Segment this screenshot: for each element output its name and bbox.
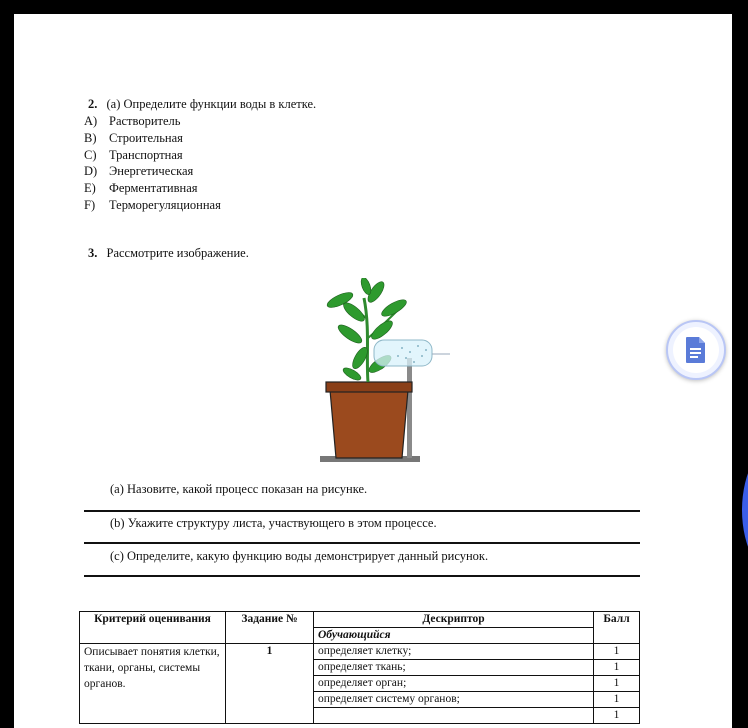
side-edge-button[interactable] [742,440,748,580]
descriptor-cell [314,708,594,724]
score-cell: 1 [594,692,640,708]
plastic-bag [374,340,432,366]
table-header-row [80,612,640,628]
option-f: F) Терморегуляционная [84,198,221,212]
question-3-number: 3. [88,246,98,260]
score-cell: 1 [594,644,640,660]
descriptor-cell: определяет орган; [314,676,594,692]
sub-question-c: (c) Определите, какую функцию воды демонстрирует данный рисунок. [110,549,489,563]
option-b: B) Строительная [84,131,183,145]
descriptor-cell: определяет систему органов; [314,692,594,708]
task-number-cell: 1 [226,644,314,724]
plant-stem [364,298,368,382]
option-c: C) Транспортная [84,148,183,162]
option-e: E) Ферментативная [84,181,198,195]
plant-transpiration-illustration [310,278,450,468]
option-a: A) Растворитель [84,114,181,128]
descriptor-cell: определяет ткань; [314,660,594,676]
score-cell: 1 [594,660,640,676]
question-3-text: Рассмотрите изображение. [106,246,249,260]
sub-question-a: (a) Назовите, какой процесс показан на рисунке. [110,482,368,496]
answer-line-a[interactable] [84,510,640,512]
flower-pot [330,390,408,458]
sub-question-b: (b) Укажите структуру листа, участвующего в этом процессе. [110,516,437,530]
criterion-cell: Описывает понятия клетки, ткани, органы, системы органов. [80,644,226,724]
header-descriptor: Дескриптор [314,612,594,628]
answer-line-b[interactable] [84,542,640,544]
document-page [14,14,732,728]
question-3 [88,246,249,261]
header-score: Балл [594,612,640,644]
descriptor-cell: определяет клетку; [314,644,594,660]
notes-floating-button[interactable] [666,320,726,380]
question-2-text: (a) Определите функции воды в клетке. [106,97,317,111]
pot-rim [326,382,412,392]
header-criterion: Критерий оценивания [80,612,226,644]
header-task: Задание № [226,612,314,644]
table-row [80,644,640,660]
question-2-number: 2. [88,97,98,111]
score-cell: 1 [594,676,640,692]
header-learner: Обучающийся [314,628,594,644]
notes-button-inner [673,327,719,373]
question-2 [88,97,316,112]
document-icon [684,336,708,364]
option-d: D) Энергетическая [84,164,194,178]
answer-line-c[interactable] [84,575,640,577]
score-cell: 1 [594,708,640,724]
stand-pole [407,358,412,458]
assessment-criteria-table [79,611,640,724]
